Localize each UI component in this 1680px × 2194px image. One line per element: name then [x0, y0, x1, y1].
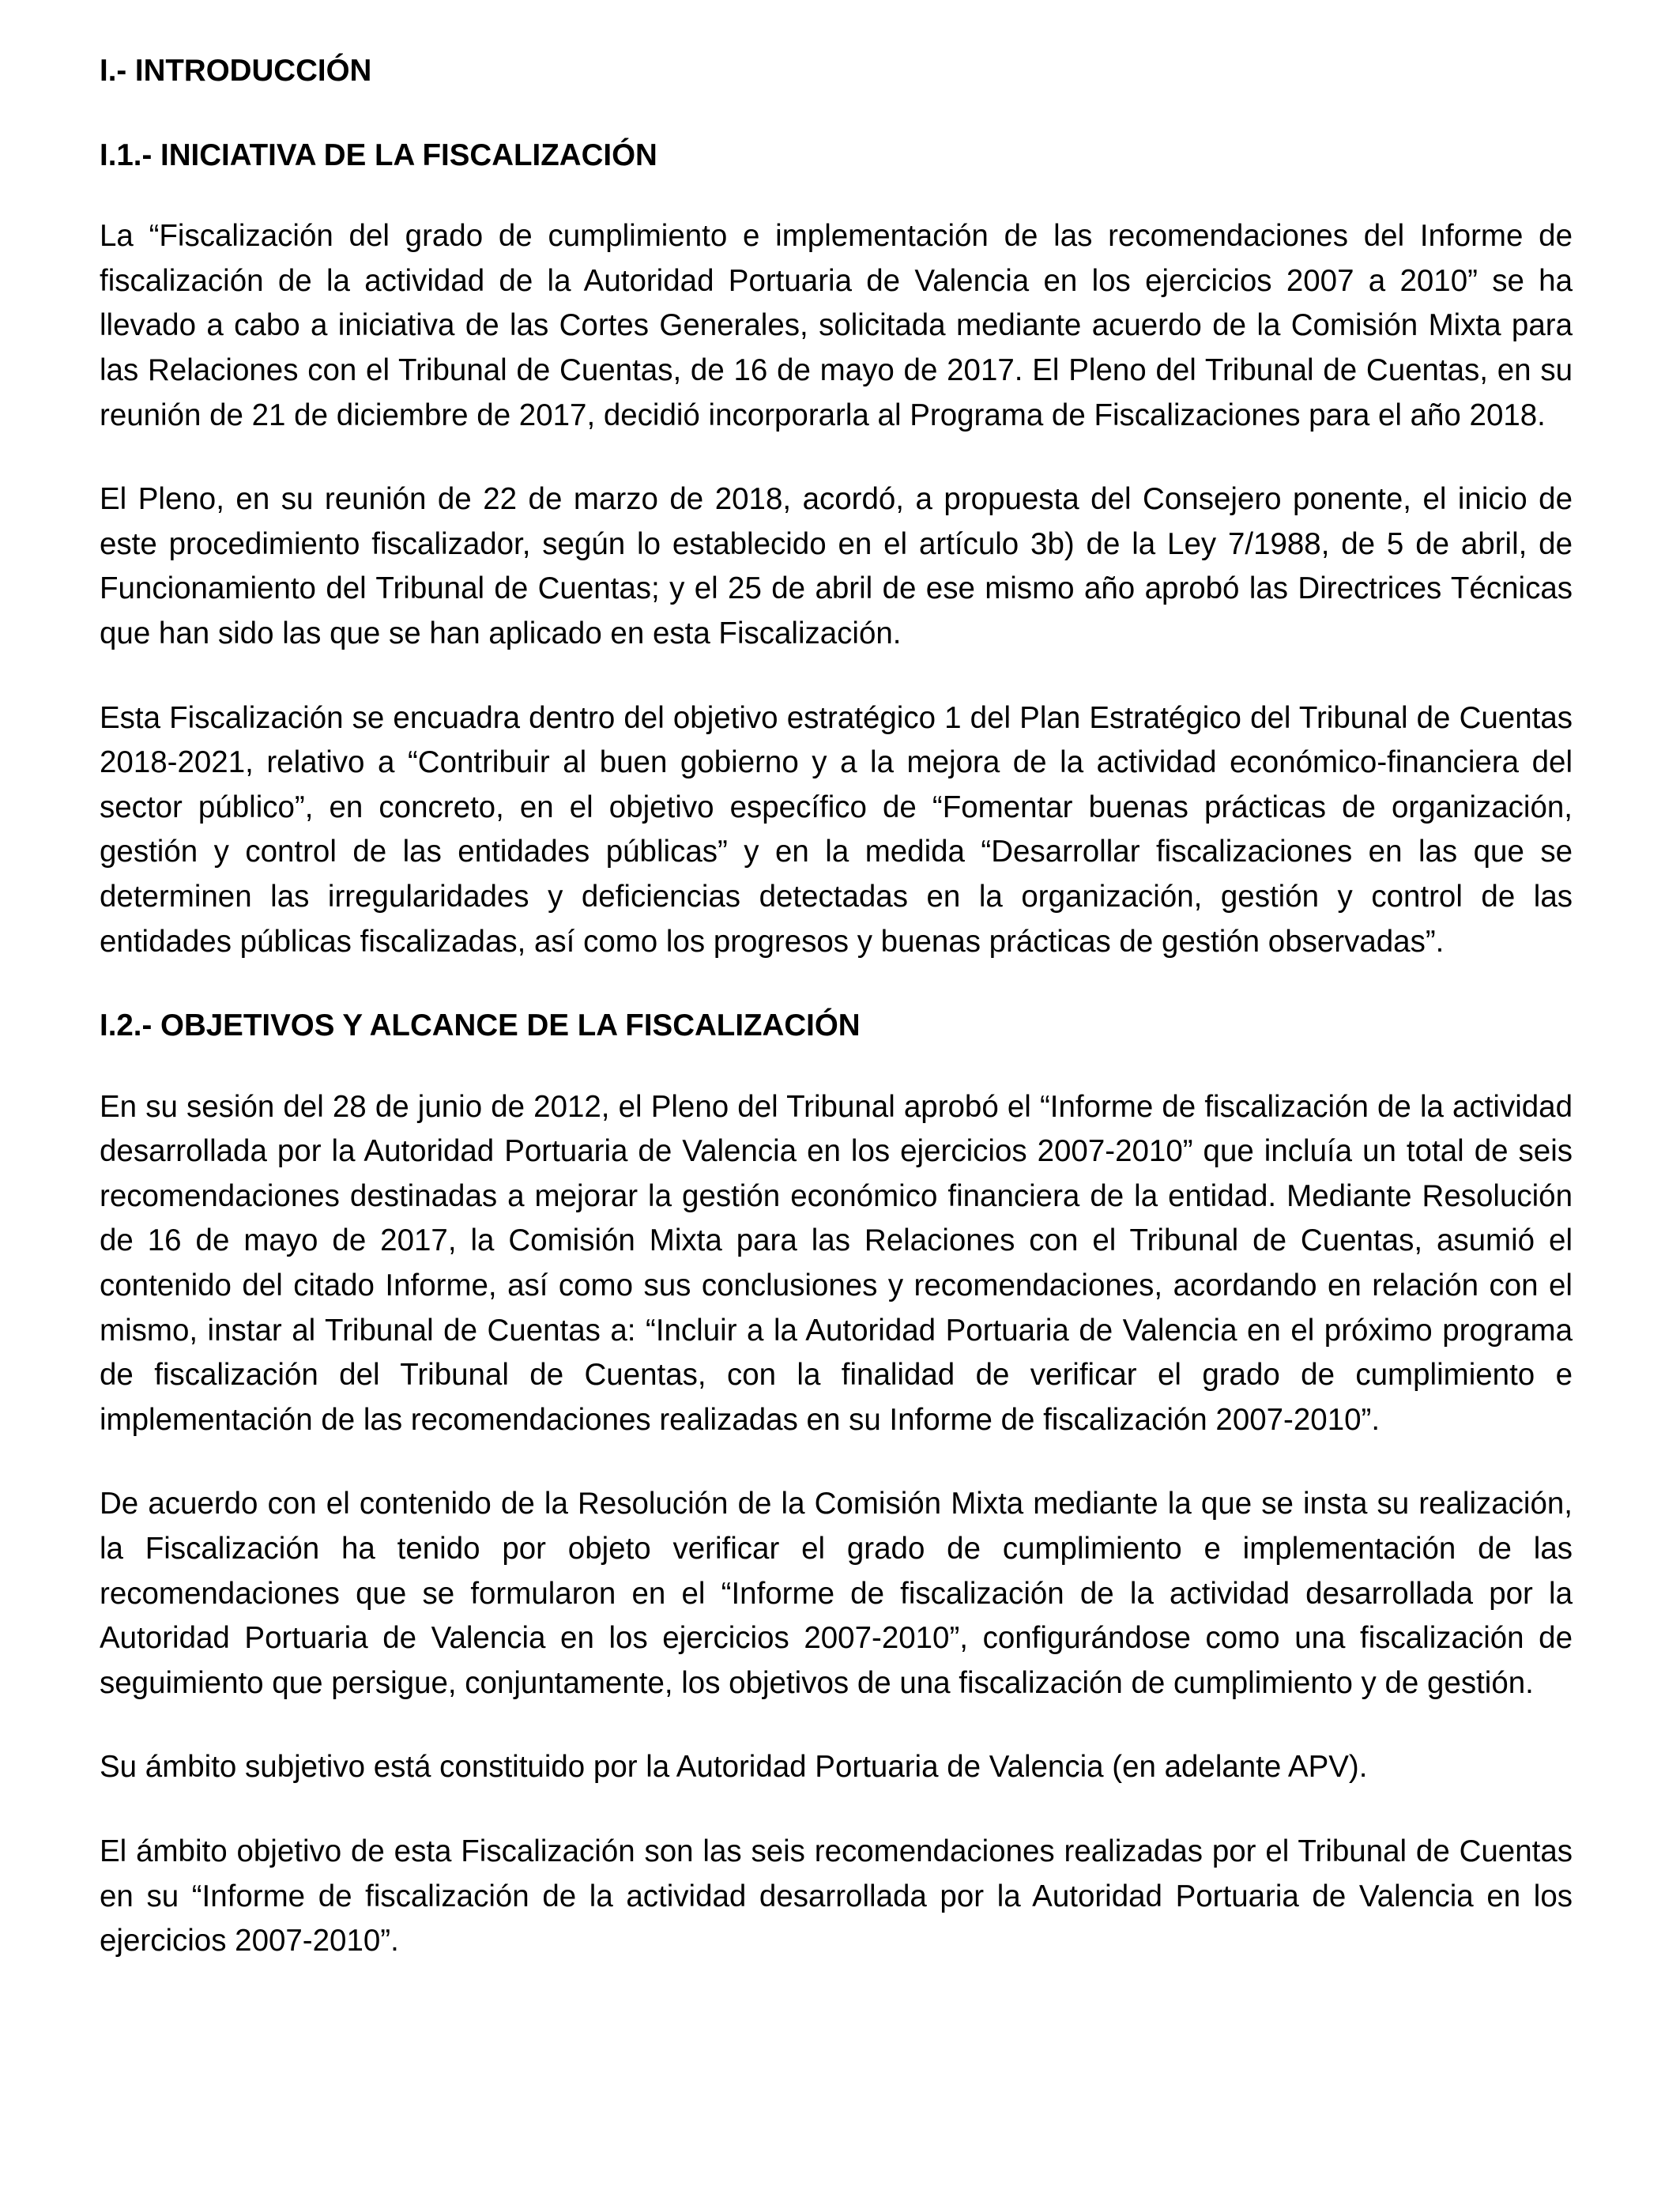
section-heading-introduccion: I.- INTRODUCCIÓN — [100, 54, 372, 88]
paragraph-objetivos-3: Su ámbito subjetivo está constituido por la Autoridad Portuaria de Valencia (en adelante APV). — [100, 1750, 1368, 1785]
paragraph-iniciativa-1: La “Fiscalización del grado de cumplimiento e implementación de las recomendaciones del Informe de fiscalización de la actividad de la Autoridad Portuaria de Valencia en los ejercicios 2007 a 2010” se ha llevado a cabo a iniciativa de las Cortes Generales, solicitada mediante acuerdo de la Comisión Mixta para las Relaciones con el Tribunal de Cuentas, de 16 de mayo de 2017. El Pleno del Tribunal de Cuentas, en su reunión de 21 de diciembre de 2017, decidió incorporarla al Programa de Fiscalizaciones para el año 2018. — [100, 219, 1573, 432]
paragraph-objetivos-4: El ámbito objetivo de esta Fiscalización son las seis recomendaciones realizadas por el Tribunal de Cuentas en su “Informe de fiscalización de la actividad desarrollada por la Autoridad Portuaria de Valencia en los ejercicios 2007-2010”. — [100, 1834, 1573, 1958]
subsection-heading-iniciativa: I.1.- INICIATIVA DE LA FISCALIZACIÓN — [100, 138, 657, 172]
paragraph-iniciativa-3: Esta Fiscalización se encuadra dentro del objetivo estratégico 1 del Plan Estratégico del Tribunal de Cuentas 2018-2021, relativo a “Contribuir al buen gobierno y a la mejora de la actividad económico-financiera del sector público”, en concreto, en el objetivo específico de “Fomentar buenas prácticas de organización, gestión y control de las entidades públicas” y en la medida “Desarrollar fiscalizaciones en las que se determinen las irregularidades y deficiencias detectadas en la organización, gestión y control de las entidades públicas fiscalizadas, así como los progresos y buenas prácticas de gestión observadas”. — [100, 700, 1573, 959]
document-page — [100, 49, 1573, 1964]
paragraph-iniciativa-2: El Pleno, en su reunión de 22 de marzo de 2018, acordó, a propuesta del Consejero ponente, el inicio de este procedimiento fiscalizador, según lo establecido en el artículo 3b) de la Ley 7/1988, de 5 de abril, de Funcionamiento del Tribunal de Cuentas; y el 25 de abril de ese mismo año aprobó las Directrices Técnicas que han sido las que se han aplicado en esta Fiscalización. — [100, 482, 1573, 650]
paragraph-objetivos-1: En su sesión del 28 de junio de 2012, el Pleno del Tribunal aprobó el “Informe de fiscalización de la actividad desarrollada por la Autoridad Portuaria de Valencia en los ejercicios 2007-2010” que incluía un total de seis recomendaciones destinadas a mejorar la gestión económico financiera de la entidad. Mediante Resolución de 16 de mayo de 2017, la Comisión Mixta para las Relaciones con el Tribunal de Cuentas, asumió el contenido del citado Informe, así como sus conclusiones y recomendaciones, acordando en relación con el mismo, instar al Tribunal de Cuentas a: “Incluir a la Autoridad Portuaria de Valencia en el próximo programa de fiscalización del Tribunal de Cuentas, con la finalidad de verificar el grado de cumplimiento e implementación de las recomendaciones realizadas en su Informe de fiscalización 2007-2010”. — [100, 1089, 1573, 1437]
paragraph-objetivos-2: De acuerdo con el contenido de la Resolución de la Comisión Mixta mediante la que se insta su realización, la Fiscalización ha tenido por objeto verificar el grado de cumplimiento e implementación de las recomendaciones que se formularon en el “Informe de fiscalización de la actividad desarrollada por la Autoridad Portuaria de Valencia en los ejercicios 2007-2010”, configurándose como una fiscalización de seguimiento que persigue, conjuntamente, los objetivos de una fiscalización de cumplimiento y de gestión. — [100, 1487, 1573, 1700]
subsection-heading-objetivos: I.2.- OBJETIVOS Y ALCANCE DE LA FISCALIZACIÓN — [100, 1008, 861, 1043]
